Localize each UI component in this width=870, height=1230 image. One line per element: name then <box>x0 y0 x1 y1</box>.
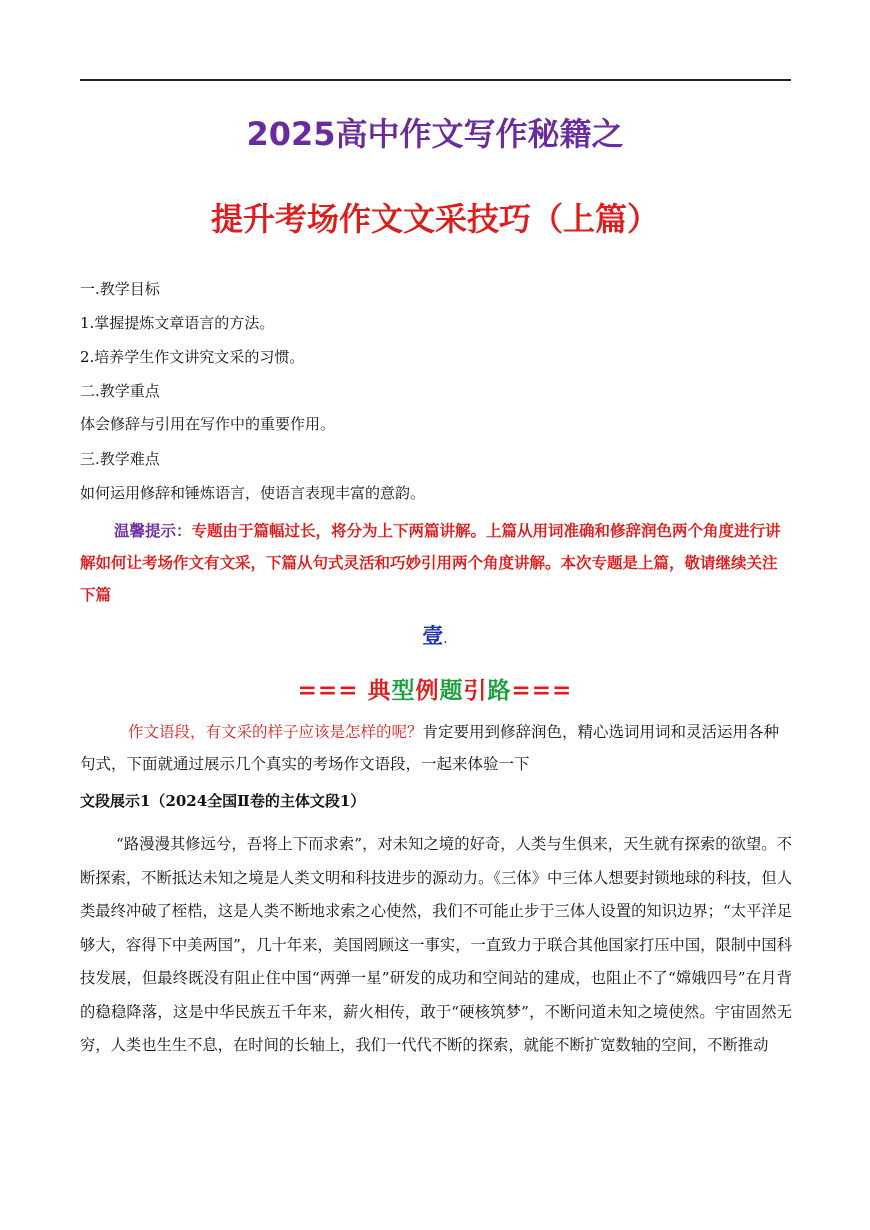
banner-char-5: 引 <box>463 678 488 704</box>
excerpt-heading: 文段展示1（2024全国Ⅱ卷的主体文段1） <box>80 792 366 810</box>
focus-heading: 二.教学重点 <box>80 382 160 400</box>
banner-left-rule: === <box>297 678 359 704</box>
tip-label: 温馨提示： <box>114 521 192 540</box>
section-number-dot: . <box>443 631 448 647</box>
objectives-heading: 一.教学目标 <box>80 280 160 298</box>
document-subtitle: 提升考场作文文采技巧（上篇） <box>210 200 659 238</box>
banner-char-1: 典 <box>367 678 392 704</box>
tip-text: 专题由于篇幅过长，将分为上下两篇讲解。上篇从用词准确和修辞润色两个角度进行讲解如何让考场作文有文采，下篇从句式灵活和巧妙引用两个角度讲解。本次专题是上篇，敬请继续关注下篇 <box>80 521 781 604</box>
section-number-char: 壹 <box>422 624 444 648</box>
intro-question: 作文语段，有文采的样子应该是怎样的呢？ <box>128 723 423 741</box>
intro-paragraph <box>80 716 792 780</box>
banner-char-6: 路 <box>487 678 512 704</box>
tip-paragraph <box>80 515 792 611</box>
difficulty-text: 如何运用修辞和锤炼语言，使语言表现丰富的意韵。 <box>80 484 426 502</box>
section-banner <box>0 672 870 705</box>
banner-char-3: 例 <box>415 678 440 704</box>
intro-text: 肯定要用到修辞润色，精心选词用词和灵活运用各种句式，下面就通过展示几个真实的考场作文语段，一起来体验一下 <box>80 723 780 773</box>
banner-char-2: 型 <box>391 678 416 704</box>
excerpt-paragraph <box>80 828 792 1063</box>
difficulty-heading: 三.教学难点 <box>80 450 160 468</box>
objective-item-1: 1.掌握提炼文章语言的方法。 <box>80 314 275 332</box>
objective-item-2: 2.培养学生作文讲究文采的习惯。 <box>80 348 305 366</box>
banner-char-4: 题 <box>439 678 464 704</box>
header-rule <box>80 79 791 81</box>
section-number <box>0 620 870 650</box>
document-title: 2025高中作文写作秘籍之 <box>246 115 624 153</box>
focus-text: 体会修辞与引用在写作中的重要作用。 <box>80 415 336 433</box>
banner-right-rule: === <box>511 678 573 704</box>
excerpt-text: “路漫漫其修远兮，吾将上下而求索”，对未知之境的好奇，人类与生俱来，天生就有探索的欲望。不断探索，不断抵达未知之境是人类文明和科技进步的源动力。《三体》中三体人想要封锁地球的科技，但人类最终冲破了桎梏，这是人类不断地求索之心使然，我们不可能止步于三体人设置的知识边界；“太平洋足够大，容得下中美两国”，几十年来，美国罔顾这一事实，一直致力于联合其他国家打压中国，限制中国科技发展，但最终既没有阻止住中国“两弹一星”研发的成功和空间站的建成，也阻止不了“嫦娥四号”在月背的稳稳降落，这是中华民族五千年来，薪火相传，敢于“硬核筑梦”，不断问道未知之境使然。宇宙固然无穷，人类也生生不息，在时间的长轴上，我们一代代不断的探索，就能不断扩宽数轴的空间，不断推动 <box>80 835 792 1054</box>
